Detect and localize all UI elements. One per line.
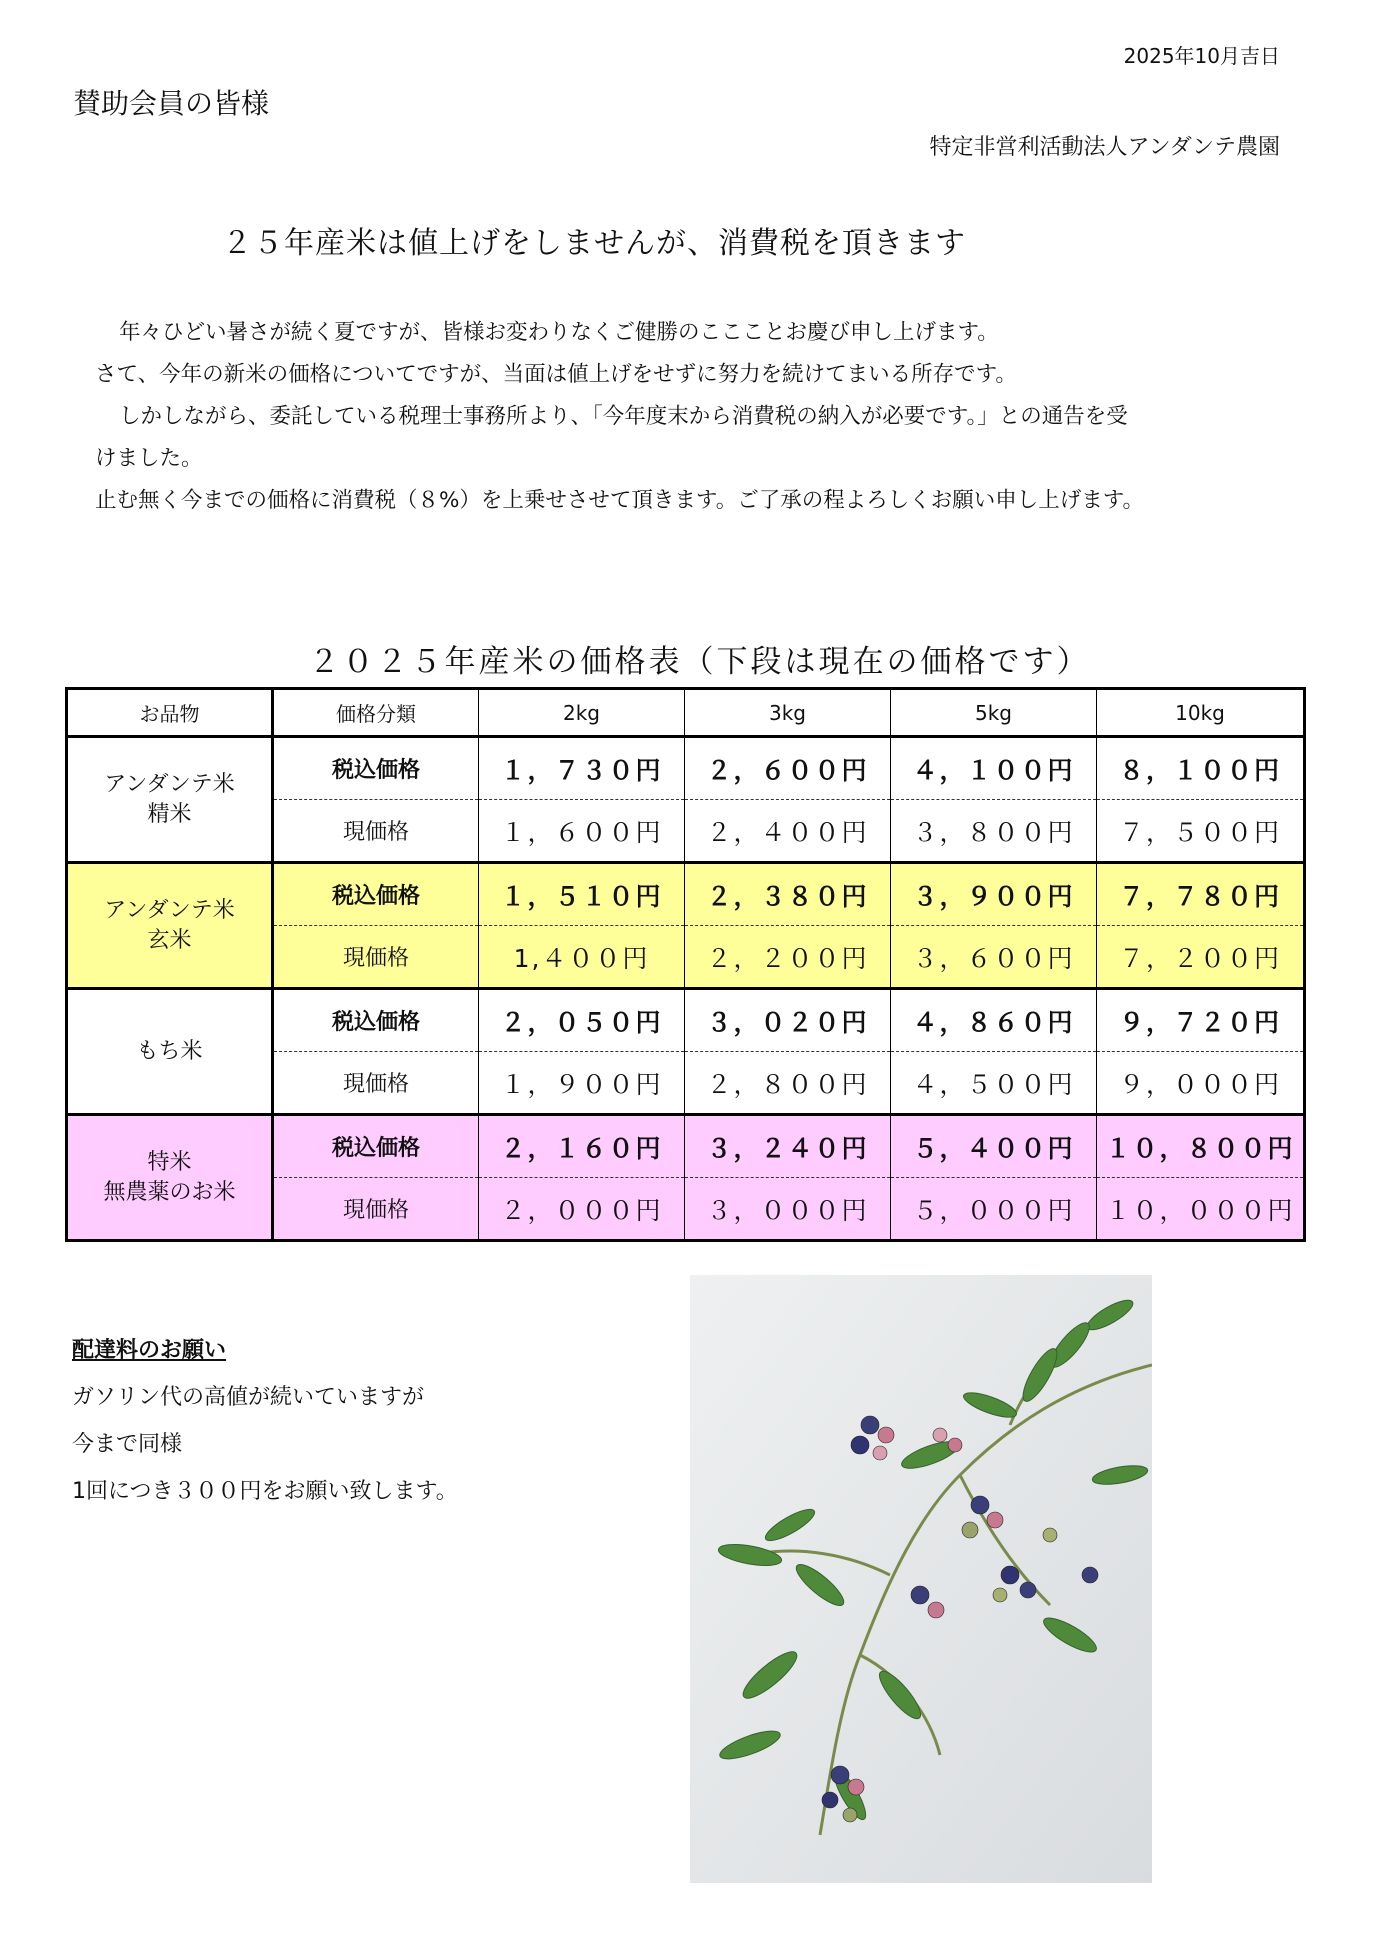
price-cell: 1,４００円 [479, 926, 685, 989]
price-cell: ２，０５０円 [479, 989, 685, 1052]
price-type-label: 現価格 [273, 926, 479, 989]
price-cell: ９，０００円 [1097, 1052, 1305, 1115]
variety-name [67, 863, 273, 989]
price-cell: １，６００円 [479, 800, 685, 863]
price-type-label: 現価格 [273, 800, 479, 863]
delivery-line: ガソリン代の高値が続いていますが [72, 1385, 425, 1410]
delivery-line: 1回につき３００円をお願い致します。 [72, 1479, 458, 1504]
header-cell: 5kg [891, 689, 1097, 737]
price-cell: １０，０００円 [1097, 1178, 1305, 1241]
price-cell: ３，２４０円 [685, 1115, 891, 1178]
variety-name-line: もち米 [136, 1038, 203, 1064]
price-cell: ２，８００円 [685, 1052, 891, 1115]
table-row [67, 737, 1305, 800]
delivery-heading: 配達料のお願い [72, 1338, 227, 1363]
paragraph: 止む無く今までの価格に消費税（８%）を上乗せさせて頂きます。ご了承の程よろしくお願い申し上げます。 [95, 488, 1144, 513]
price-type-label: 税込価格 [273, 1115, 479, 1178]
price-cell: ５，４００円 [891, 1115, 1097, 1178]
header-cell: 10kg [1097, 689, 1305, 737]
price-cell: ７，７８０円 [1097, 863, 1305, 926]
header-cell: 価格分類 [273, 689, 479, 737]
price-cell: ３，８００円 [891, 800, 1097, 863]
price-cell: ７，２００円 [1097, 926, 1305, 989]
addressee: 賛助会員の皆様 [73, 87, 270, 120]
price-cell: ２，４００円 [685, 800, 891, 863]
variety-name [67, 989, 273, 1115]
price-cell: ７，５００円 [1097, 800, 1305, 863]
variety-name-line: 無農薬のお米 [103, 1179, 236, 1205]
price-table [65, 687, 1306, 1242]
delivery-line: 今まで同様 [72, 1432, 183, 1457]
variety-name [67, 737, 273, 863]
price-cell: １，５１０円 [479, 863, 685, 926]
price-type-label: 現価格 [273, 1052, 479, 1115]
variety-name [67, 1115, 273, 1241]
price-cell: １，７３０円 [479, 737, 685, 800]
price-type-label: 税込価格 [273, 989, 479, 1052]
price-type-label: 現価格 [273, 1178, 479, 1241]
price-cell: １０，８００円 [1097, 1115, 1305, 1178]
price-cell: ３，０００円 [685, 1178, 891, 1241]
price-cell: ４，８６０円 [891, 989, 1097, 1052]
header-cell: 3kg [685, 689, 891, 737]
price-cell: ２，１６０円 [479, 1115, 685, 1178]
price-cell: ２，６００円 [685, 737, 891, 800]
paragraph: しかしながら、委託している税理士事務所より、「今年度末から消費税の納入が必要です。」との通告を受 [119, 404, 1128, 429]
table-row [67, 863, 1305, 926]
paragraph: さて、今年の新米の価格についてですが、当面は値上げをせずに努力を続けてまいる所存です。 [95, 362, 1017, 387]
price-cell: ２，３８０円 [685, 863, 891, 926]
variety-name-line: 特米 [147, 1149, 192, 1175]
price-type-label: 税込価格 [273, 863, 479, 926]
table-title: ２０２５年産米の価格表（下段は現在の価格です） [308, 644, 1091, 680]
paragraph: けました。 [95, 446, 203, 471]
date: 2025年10月吉日 [1123, 44, 1280, 68]
table-header-row [67, 689, 1305, 737]
variety-name-line: 玄米 [147, 927, 192, 953]
price-table-body [67, 737, 1305, 1241]
price-cell: ２，０００円 [479, 1178, 685, 1241]
price-cell: ９，７２０円 [1097, 989, 1305, 1052]
berry-branch-illustration [690, 1275, 1152, 1883]
header-cell: お品物 [67, 689, 273, 737]
variety-name-line: 精米 [147, 801, 192, 827]
price-cell: ５，０００円 [891, 1178, 1097, 1241]
table-row [67, 989, 1305, 1052]
header-cell: 2kg [479, 689, 685, 737]
paragraph: 年々ひどい暑さが続く夏ですが、皆様お変わりなくご健勝のここことお慶び申し上げます。 [119, 320, 999, 345]
price-cell: １，９００円 [479, 1052, 685, 1115]
body-text [95, 312, 1295, 522]
price-cell: ３，６００円 [891, 926, 1097, 989]
price-cell: ４，１００円 [891, 737, 1097, 800]
headline: ２５年産米は値上げをしませんが、消費税を頂きます [222, 226, 966, 261]
variety-name-line: アンダンテ米 [104, 897, 235, 923]
price-cell: ４，５００円 [891, 1052, 1097, 1115]
variety-name-line: アンダンテ米 [104, 771, 235, 797]
sender: 特定非営利活動法人アンダンテ農園 [929, 135, 1280, 160]
price-type-label: 税込価格 [273, 737, 479, 800]
table-row [67, 1115, 1305, 1178]
price-cell: ３，９００円 [891, 863, 1097, 926]
price-cell: ８，１００円 [1097, 737, 1305, 800]
price-cell: ２，２００円 [685, 926, 891, 989]
price-cell: ３，０２０円 [685, 989, 891, 1052]
